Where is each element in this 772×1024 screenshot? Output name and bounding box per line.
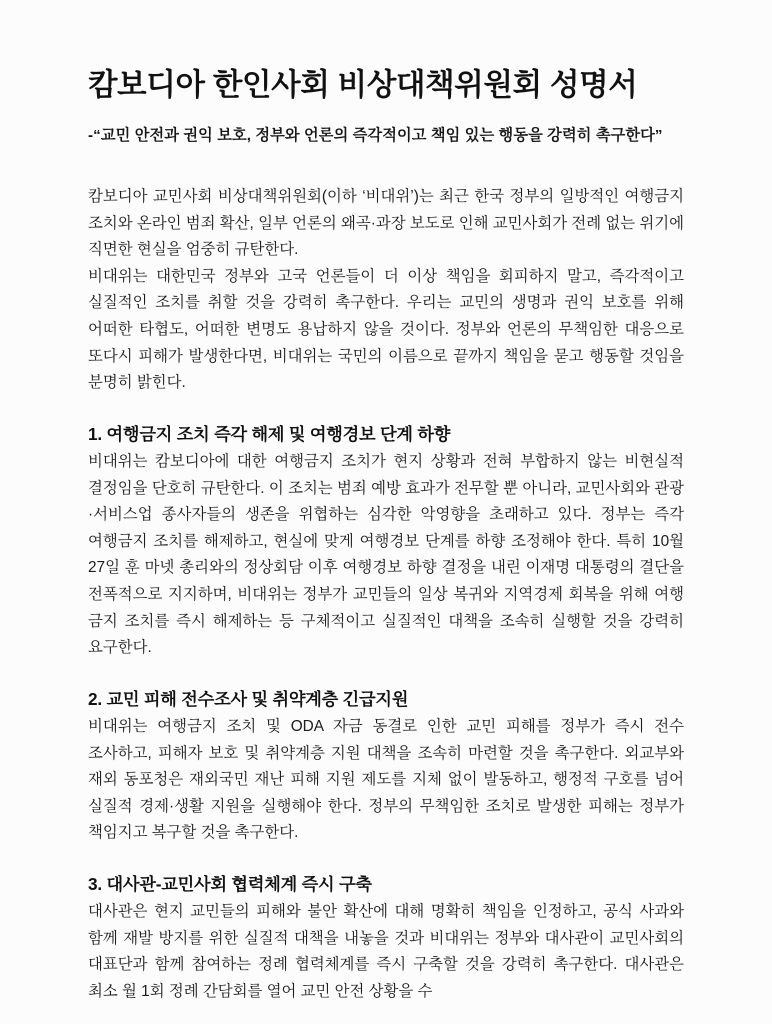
document-content [88,0,684,1005]
section-2-heading: 2. 교민 피해 전수조사 및 취약계층 긴급지원 [88,688,409,709]
document-subtitle: -“교민 안전과 권익 보호, 정부와 언론의 즉각적이고 책임 있는 행동을 강력히 촉구한다” [88,126,663,144]
section-3 [88,847,684,1006]
section-1-body: 비대위는 캄보디아에 대한 여행금지 조치가 현지 상황과 전혀 부합하지 않는 비현실적 결정임을 단호히 규탄한다. 이 조치는 범죄 예방 효과가 전무할 뿐 아니라, 교민사회와 관광·서비스업 종사자들의 생존을 위협하는 심각한 악영향을 초래하고 있다. 정부는 즉각 여행금지 조치를 해제하고, 현실에 맞게 여행경보 단계를 하향 조정해야 한다. 특히 10월 27일 훈 마넷 총리와의 정상회담 이후 여행경보 하향 결정을 내린 이재명 대통령의 결단을 전폭적으로 지지하며, 비대위는 정부가 교민들의 일상 복귀와 지역경제 회복을 위해 여행 금지 조치를 즉시 해제하는 등 구체적이고 실질적인 대책을 조속히 실행할 것을 강력히 요구한다. [88,452,684,657]
section-1 [88,397,684,662]
section-2 [88,662,684,847]
page-title: 캄보디아 한인사회 비상대책위원회 성명서 [88,68,638,102]
intro-paragraph-2: 비대위는 대한민국 정부와 고국 언론들이 더 이상 책임을 회피하지 말고, 즉각적이고 실질적인 조치를 취할 것을 강력히 촉구한다. 우리는 교민의 생명과 권익 보호를 위해 어떠한 타협도, 어떠한 변명도 용납하지 않을 것이다. 정부와 언론의 무책임한 대응으로 또다시 피해가 발생한다면, 비대위는 국민의 이름으로 끝까지 책임을 묻고 행동할 것임을 분명히 밝힌다. [88,267,684,392]
section-3-heading: 3. 대사관-교민사회 협력체계 즉시 구축 [88,873,372,894]
section-1-heading: 1. 여행금지 조치 즉각 해제 및 여행경보 단계 하향 [88,423,451,444]
intro-paragraph-1: 캄보디아 교민사회 비상대책위원회(이하 ‘비대위’)는 최근 한국 정부의 일방적인 여행금지 조치와 온라인 범죄 확산, 일부 언론의 왜곡·과장 보도로 인해 교민사회가 전례 없는 위기에 직면한 현실을 엄중히 규탄한다. [88,187,684,259]
section-3-body: 대사관은 현지 교민들의 피해와 불안 확산에 대해 명확히 책임을 인정하고, 공식 사과와 함께 재발 방지를 위한 실질적 대책을 내놓을 것과 비대위는 정부와 대사관이 교민사회의 대표단과 함께 참여하는 정례 협력체계를 즉시 구축할 것을 강력히 촉구한다. 대사관은 최소 월 1회 정례 간담회를 열어 교민 안전 상황을 수 [88,903,684,1000]
section-2-body: 비대위는 여행금지 조치 및 ODA 자금 동결로 인한 교민 피해를 정부가 즉시 전수 조사하고, 피해자 보호 및 취약계층 지원 대책을 조속히 마련할 것을 촉구한다. 외교부와 재외 동포청은 재외국민 재난 피해 지원 제도를 지체 없이 발동하고, 행정적 구호를 넘어 실질적 경제·생활 지원을 실행해야 한다. 정부의 무책임한 조치로 발생한 피해는 정부가 책임지고 복구할 것을 촉구한다. [88,717,684,842]
intro-block [88,148,684,397]
